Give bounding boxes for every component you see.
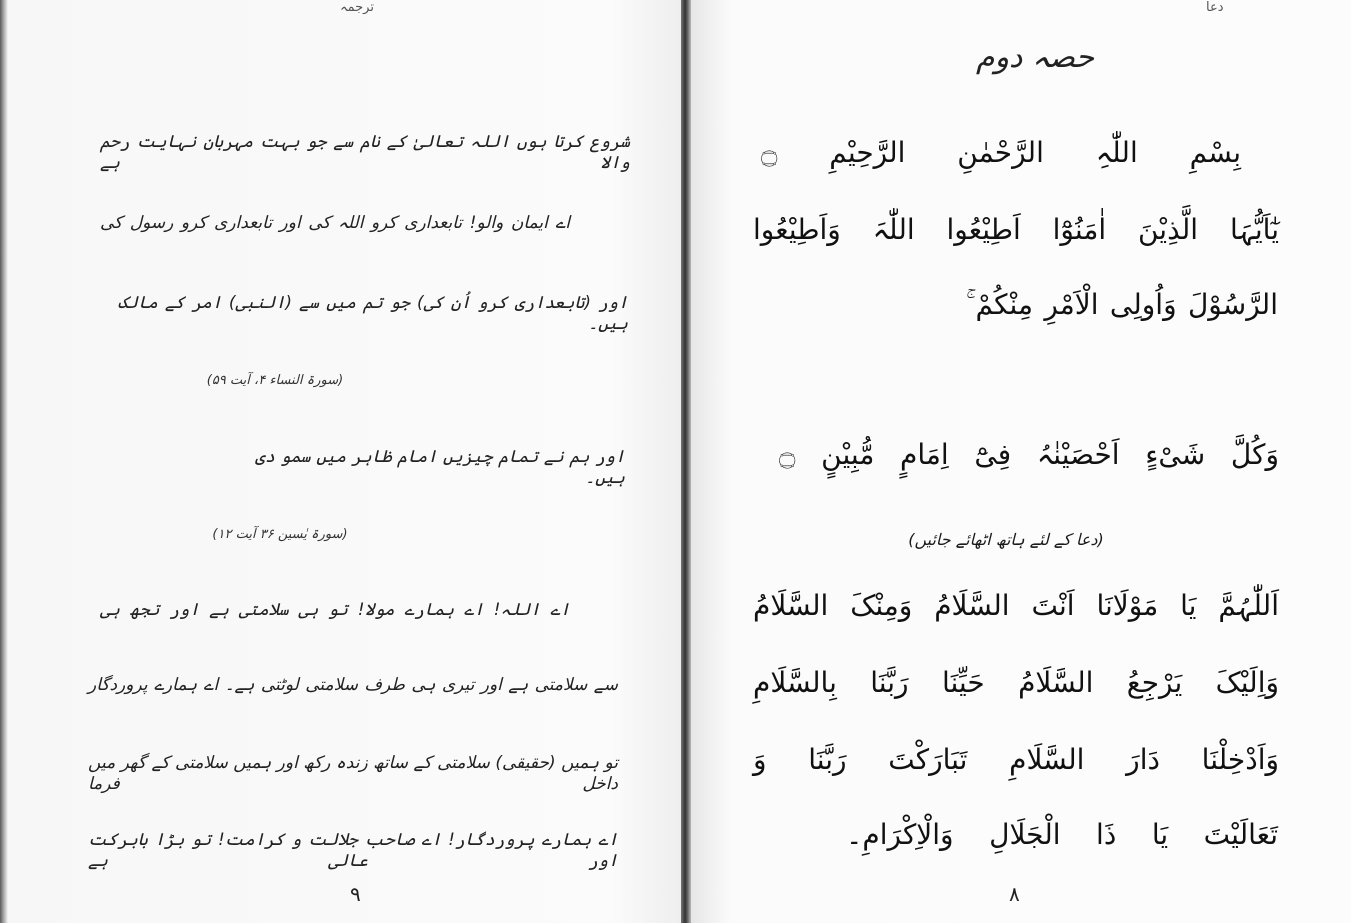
translation-line: اور ہم نے تمام چیزیں امام ظاہر میں سمو دی ہیں۔	[255, 447, 625, 489]
right-page	[691, 0, 1351, 923]
translation-line: شروع کرتا ہوں اللہ تعالیٰ کے نام سے جو بہت مہربان نہایت رحم والا ہے	[100, 132, 630, 174]
translation-line: اے ایمان والو! تابعداری کرو اللہ کی اور تابعداری کرو رسول کی	[100, 213, 570, 233]
arabic-dua-line: تَعَالَیْتَ یَا ذَا الْجَلَالِ وَالْاِکْرَامِ۔	[846, 818, 1278, 851]
page-number: ٨	[1009, 882, 1020, 906]
surah-reference: (سورۃ یٰسین ۳۶ آیت ۱۲)	[212, 527, 348, 542]
book-gutter	[681, 0, 691, 923]
translation-line: اے ہمارے پروردگار! اے صاحب جلالت و کرامت! تو بڑا بابرکت اور عالی ہے	[88, 830, 618, 872]
translation-line: اور (تابعداری کرو اُن کی) جو تم میں سے (النبی) امر کے مالک ہیں۔	[118, 293, 628, 335]
arabic-verse-line: یٰٓاَیُّہَا الَّذِیْنَ اٰمَنُوْٓا اَطِیْعُوا اللّٰہَ وَاَطِیْعُوا	[753, 213, 1279, 246]
translation-line: تو ہمیں (حقیقی) سلامتی کے ساتھ زندہ رکھ اور ہمیں سلامتی کے گھر میں داخل فرما	[88, 753, 618, 795]
translation-line: سے سلامتی ہے اور تیری ہی طرف سلامتی لوٹتی ہے۔ اے ہمارے پروردگار	[88, 675, 618, 695]
arabic-verse-line: الرَّسُوْلَ وَاُولِی الْاَمْرِ مِنْکُمْ ۚ	[966, 288, 1278, 321]
arabic-dua-line: وَاِلَیْکَ یَرْجِعُ السَّلَامُ حَیِّنَا رَبَّنَا بِالسَّلَامِ	[753, 666, 1279, 699]
running-header: ترجمہ	[340, 0, 374, 15]
arabic-dua-line: وَاَدْخِلْنَا دَارَ السَّلَامِ تَبَارَکْتَ رَبَّنَا وَ	[753, 743, 1279, 776]
arabic-dua-line: اَللّٰہُمَّ یَا مَوْلَانَا اَنْتَ السَّلَامُ وَمِنْکَ السَّلَامُ	[753, 589, 1279, 622]
instruction-note: (دعا کے لئے ہاتھ اٹھائے جائیں)	[908, 530, 1104, 549]
page-number: ٩	[350, 882, 361, 906]
translation-line: اے اللہ! اے ہمارے مولا! تو ہی سلامتی ہے اور تجھ ہی	[100, 600, 570, 620]
surah-reference: (سورۃ النساء ۴، آیت ۵۹)	[206, 373, 344, 388]
section-title: حصہ دوم	[976, 40, 1095, 75]
arabic-verse-line: وَکُلَّ شَیْءٍ اَحْصَیْنٰہُ فِیْٓ اِمَامٍ مُّبِیْنٍ ۝	[779, 438, 1279, 471]
arabic-verse-line: بِسْمِ اللّٰہِ الرَّحْمٰنِ الرَّحِیْمِ ۝	[761, 136, 1241, 169]
running-header: دعا	[1206, 0, 1224, 15]
